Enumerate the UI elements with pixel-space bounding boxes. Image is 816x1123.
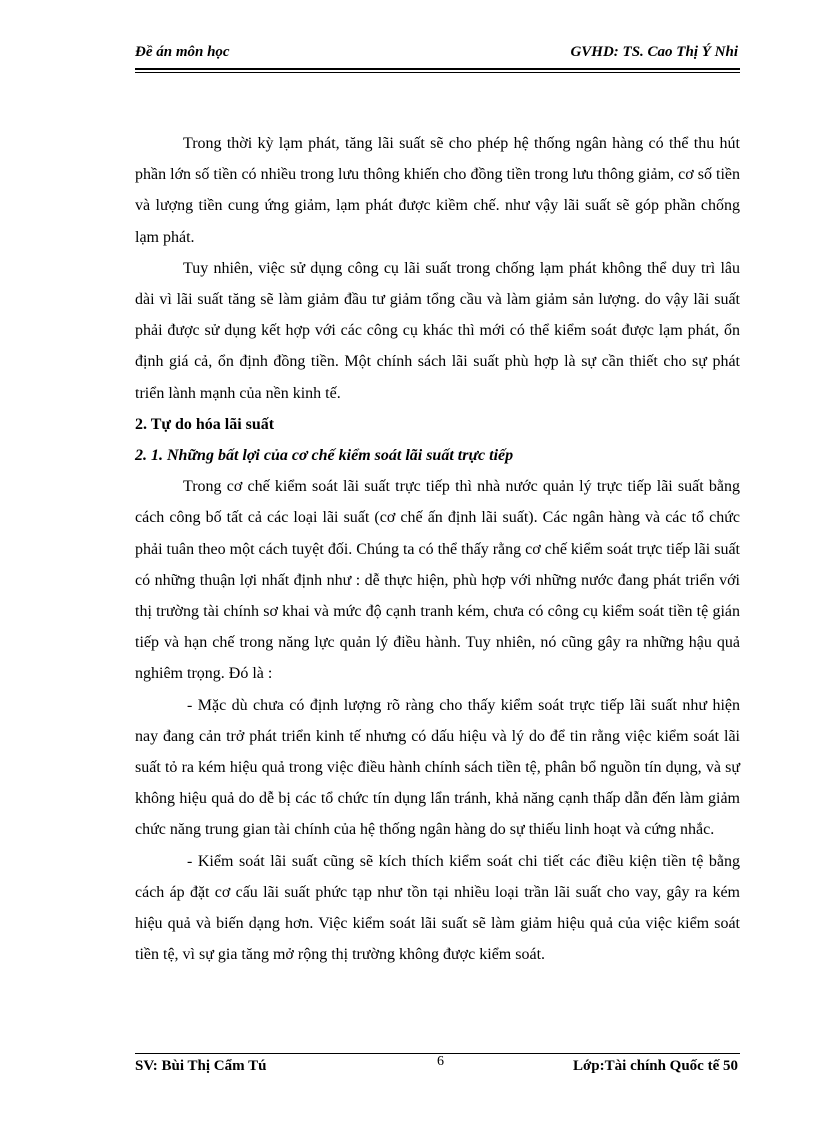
footer-student: SV: Bùi Thị Cẩm Tú: [135, 1058, 267, 1074]
paragraph-1: Trong thời kỳ lạm phát, tăng lãi suất sẽ cho phép hệ thống ngân hàng có thể thu hút phần lớn số tiền có nhiều trong lưu thông khiến cho đồng tiền trong lưu thông giảm, cơ số tiền và lượng tiền cung ứng giảm, lạm phát được kiềm chế. như vậy lãi suất sẽ góp phần chống lạm phát.: [135, 135, 740, 246]
paragraph-4: - Mặc dù chưa có định lượng rõ ràng cho thấy kiểm soát trực tiếp lãi suất như hiện nay đang cản trở phát triển kinh tế nhưng có dấu hiệu và lý do để tin rằng việc kiểm soát lãi suất tỏ ra kém hiệu quả trong việc điều hành chính sách tiền tệ, phân bổ nguồn tín dụng, và sự không hiệu quả do dễ bị các tổ chức tín dụng lẩn tránh, khả năng cạnh thấp dẫn đến làm giảm chức năng trung gian tài chính của hệ thống ngân hàng do sự thiếu linh hoạt và cứng nhắc.: [135, 696, 740, 839]
header-rule: [135, 68, 740, 73]
paragraph-2: Tuy nhiên, việc sử dụng công cụ lãi suất trong chống lạm phát không thể duy trì lâu dài vì lãi suất tăng sẽ làm giảm đầu tư giảm tổng cầu và làm giảm sản lượng. do vậy lãi suất phải được sử dụng kết hợp với các công cụ khác thì mới có thể kiểm soát được lạm phát, ổn định giá cả, ổn định đồng tiền. Một chính sách lãi suất phù hợp là sự cần thiết cho sự phát triển lành mạnh của nền kinh tế.: [135, 259, 740, 402]
footer-class: Lớp:Tài chính Quốc tế 50: [573, 1058, 738, 1074]
document-body: [135, 128, 740, 970]
header-course-title: Đề án môn học: [135, 44, 230, 60]
paragraph-5: - Kiểm soát lãi suất cũng sẽ kích thích kiểm soát chi tiết các điều kiện tiền tệ bằng cách áp đặt cơ cấu lãi suất phức tạp như tồn tại nhiều loại trần lãi suất cho vay, gây ra kém hiệu quả và biến dạng hơn. Việc kiểm soát lãi suất sẽ làm giảm hiệu quả của việc kiểm soát tiền tệ, vì sự gia tăng mở rộng thị trường không được kiểm soát.: [135, 852, 740, 964]
section-heading: 2. Tự do hóa lãi suất: [135, 415, 275, 433]
header-supervisor: GVHD: TS. Cao Thị Ý Nhi: [570, 44, 738, 60]
paragraph-3: Trong cơ chế kiểm soát lãi suất trực tiếp thì nhà nước quản lý trực tiếp lãi suất bằng cách công bố tất cả các loại lãi suất (cơ chế ấn định lãi suất). Các ngân hàng và các tổ chức phải tuân theo một cách tuyệt đối. Chúng ta có thể thấy rằng cơ chế kiểm soát trực tiếp lãi suất có những thuận lợi nhất định như : dễ thực hiện, phù hợp với những nước đang phát triển với thị trường tài chính sơ khai và mức độ cạnh tranh kém, chưa có công cụ kiểm soát tiền tệ gián tiếp và hạn chế trong năng lực quản lý điều hành. Tuy nhiên, nó cũng gây ra những hậu quả nghiêm trọng. Đó là :: [135, 478, 740, 683]
page-footer: [135, 1054, 740, 1082]
subsection-heading: 2. 1. Những bất lợi của cơ chế kiểm soát lãi suất trực tiếp: [135, 447, 514, 465]
page-number: 6: [437, 1054, 444, 1069]
page-header: [135, 44, 740, 68]
